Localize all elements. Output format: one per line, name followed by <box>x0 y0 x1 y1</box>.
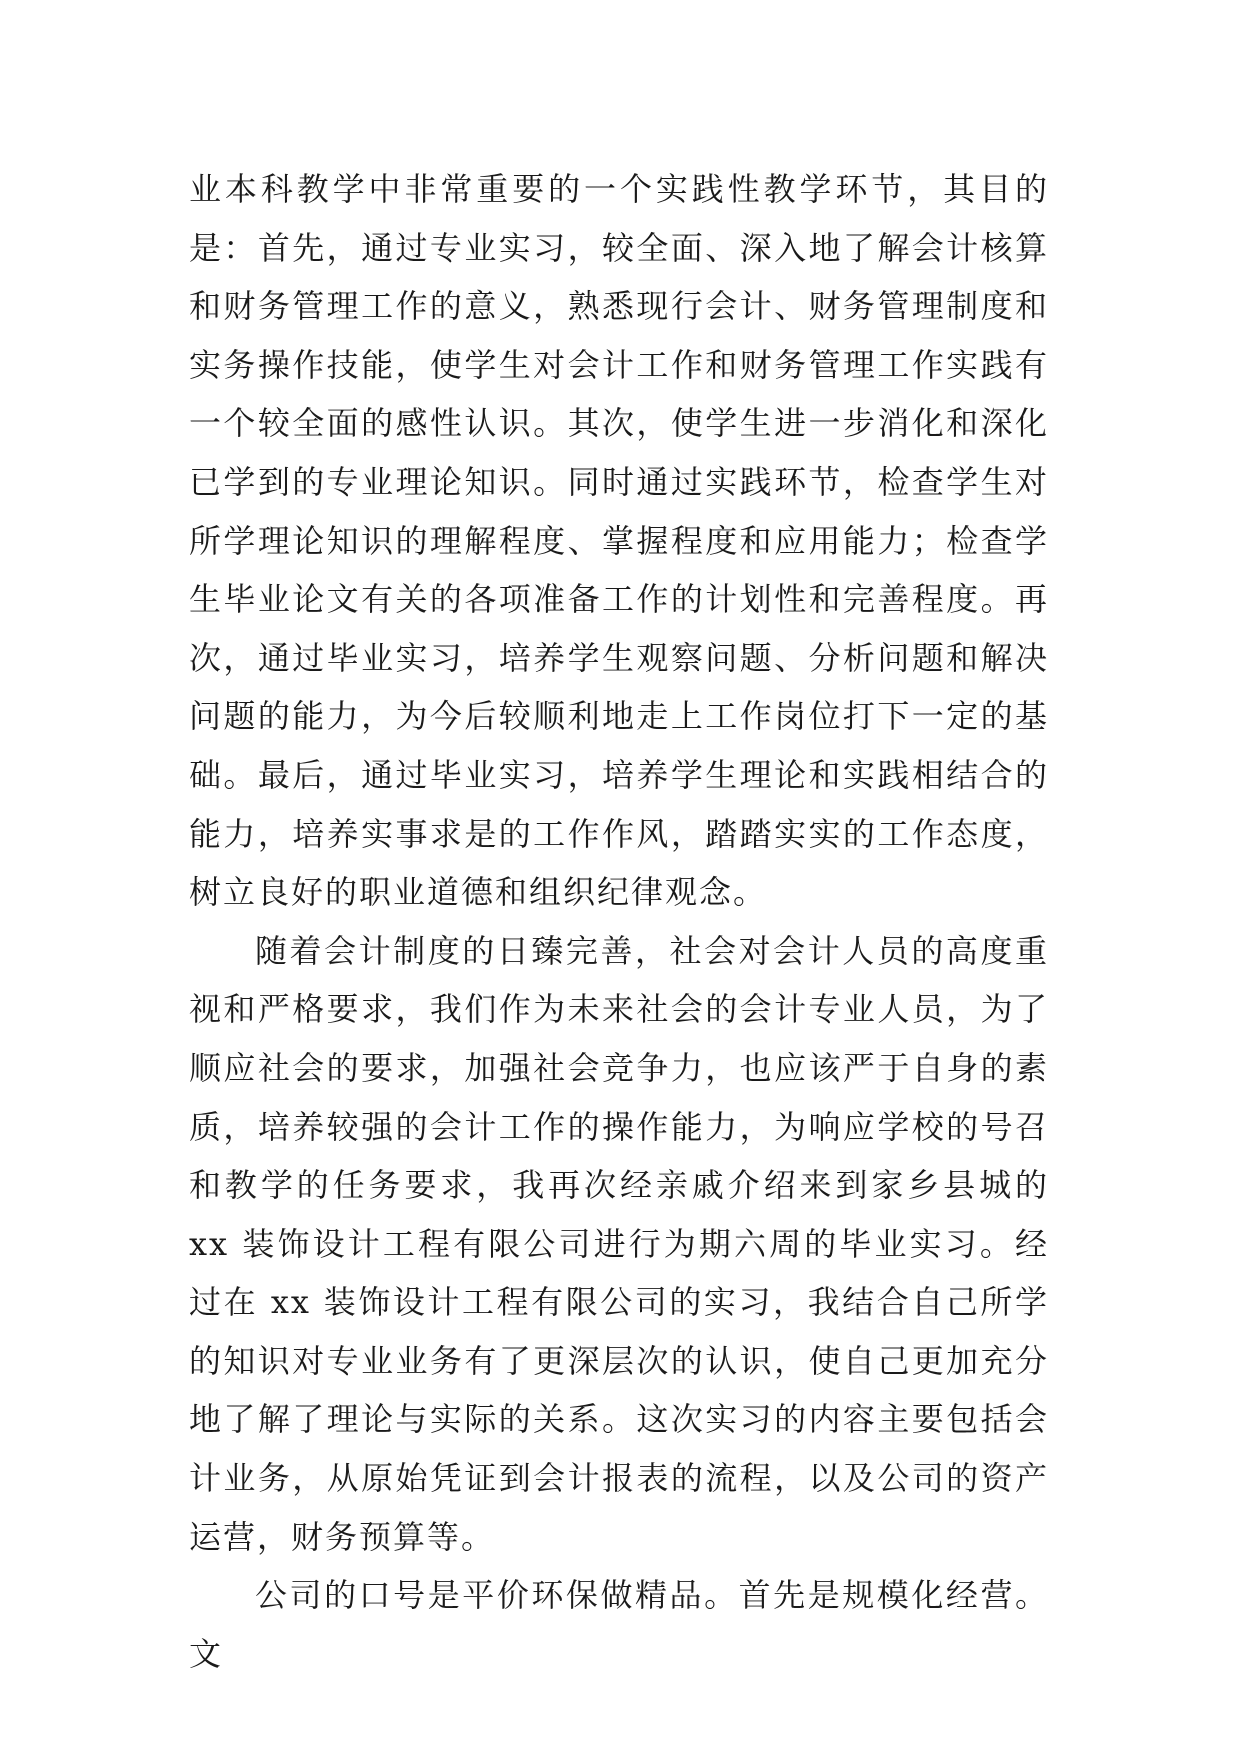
paragraph-1: 业本科教学中非常重要的一个实践性教学环节，其目的是：首先，通过专业实习，较全面、深入地了解会计核算和财务管理工作的意义，熟悉现行会计、财务管理制度和实务操作技能，使学生对会计工作和财务管理工作实践有一个较全面的感性认识。其次，使学生进一步消化和深化已学到的专业理论知识。同时通过实践环节，检查学生对所学理论知识的理解程度、掌握程度和应用能力；检查学生毕业论文有关的各项准备工作的计划性和完善程度。再次，通过毕业实习，培养学生观察问题、分析问题和解决问题的能力，为今后较顺利地走上工作岗位打下一定的基础。最后，通过毕业实习，培养学生理论和实践相结合的能力，培养实事求是的工作作风，踏踏实实的工作态度，树立良好的职业道德和组织纪律观念。 <box>189 170 1049 912</box>
paragraph-2: 随着会计制度的日臻完善，社会对会计人员的高度重视和严格要求，我们作为未来社会的会计专业人员，为了顺应社会的要求，加强社会竞争力，也应该严于自身的素质，培养较强的会计工作的操作能力，为响应学校的号召和教学的任务要求，我再次经亲戚介绍来到家乡县城的 xx 装饰设计工程有限公司进行为期六周的毕业实习。经过在 xx 装饰设计工程有限公司的实习，我结合自己所学的知识对专业业务有了更深层次的认识，使自己更加充分地了解了理论与实际的关系。这次实习的内容主要包括会计业务，从原始凭证到会计报表的流程，以及公司的资产运营，财务预算等。 <box>189 931 1049 1556</box>
body-text <box>189 160 1049 1683</box>
paragraph-3: 公司的口号是平价环保做精品。首先是规模化经营。文 <box>189 1576 1049 1673</box>
